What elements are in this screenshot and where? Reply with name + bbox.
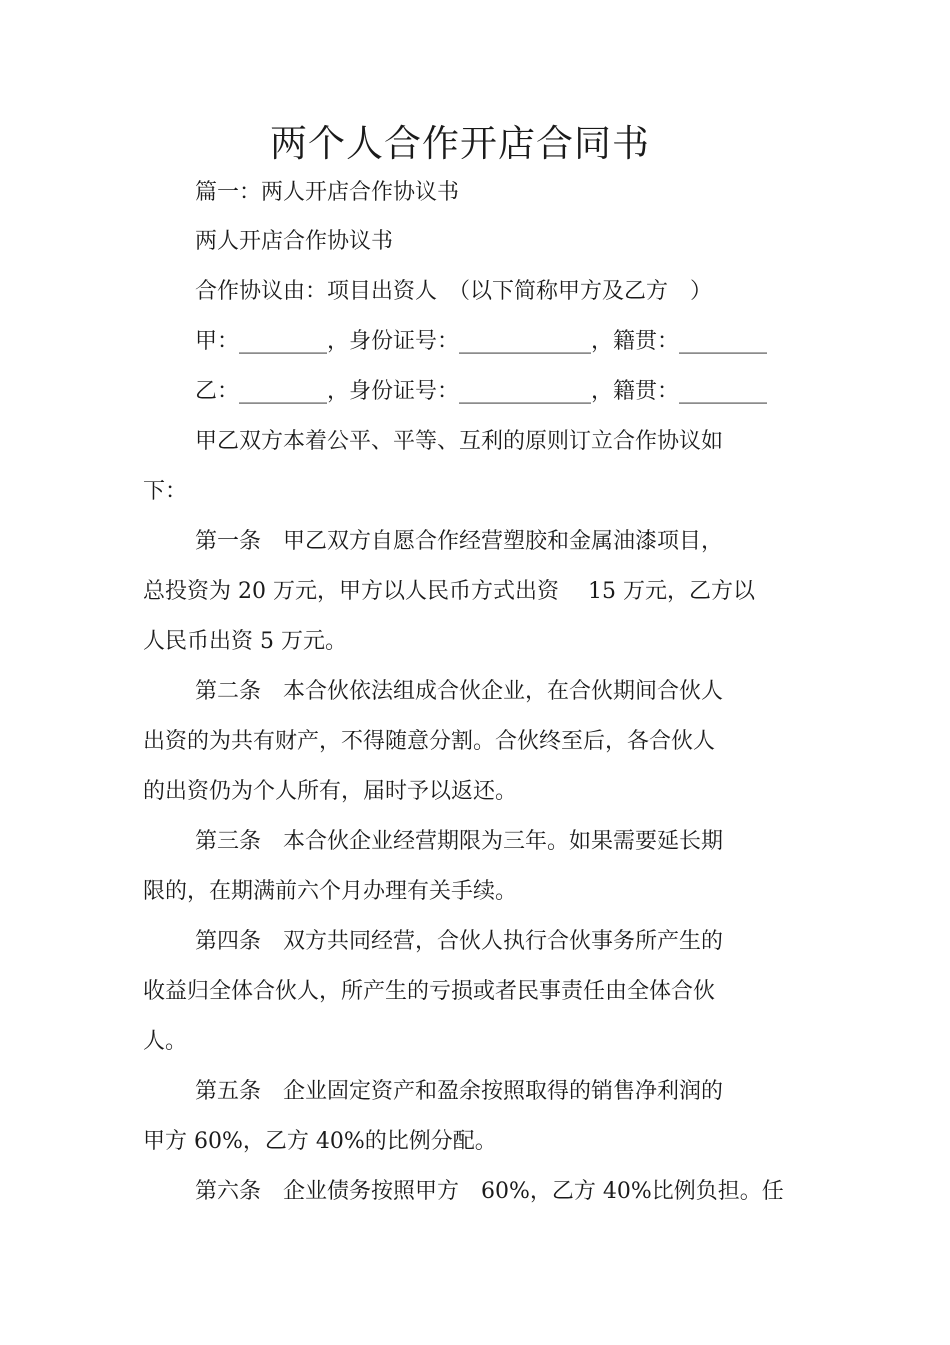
article-6-line: 第六条 企业债务按照甲方 60%，乙方 40%比例负担。任 [195,1179,784,1204]
article-4-line: 收益归全体合伙人，所产生的亏损或者民事责任由全体合伙 [143,979,716,1004]
article-2-line: 第二条 本合伙依法组成合伙企业，在合伙期间合伙人 [195,679,724,704]
parties-intro: 合作协议由：项目出资人 （以下简称甲方及乙方 ） [195,279,713,304]
article-3-line: 限的，在期满前六个月办理有关手续。 [143,879,518,904]
article-5-line: 第五条 企业固定资产和盈余按照取得的销售净利润的 [195,1079,724,1104]
agreement-subtitle: 两人开店合作协议书 [195,229,394,254]
article-5-line: 甲方 60%，乙方 40%的比例分配。 [143,1129,497,1154]
principle-line-cont: 下： [143,479,188,504]
article-4-line: 第四条 双方共同经营，合伙人执行合伙事务所产生的 [195,929,724,954]
document-title: 两个人合作开店合同书 [270,122,650,165]
article-1-line: 总投资为 20 万元，甲方以人民币方式出资 15 万元，乙方以 [143,579,755,604]
article-1-line: 人民币出资 5 万元。 [143,629,347,654]
article-3-line: 第三条 本合伙企业经营期限为三年。如果需要延长期 [195,829,724,854]
article-2-line: 的出资仍为个人所有，届时予以返还。 [143,779,518,804]
principle-line: 甲乙双方本着公平、平等、互利的原则订立合作协议如 [195,429,724,454]
party-b-fields: 乙：________，身份证号：____________，籍贯：________ [195,379,768,404]
section-heading: 篇一：两人开店合作协议书 [195,180,460,205]
article-4-line: 人。 [143,1029,188,1054]
article-2-line: 出资的为共有财产，不得随意分割。合伙终至后，各合伙人 [143,729,716,754]
party-a-fields: 甲：________，身份证号：____________，籍贯：________ [195,329,768,354]
article-1-line: 第一条 甲乙双方自愿合作经营塑胶和金属油漆项目， [195,529,724,554]
